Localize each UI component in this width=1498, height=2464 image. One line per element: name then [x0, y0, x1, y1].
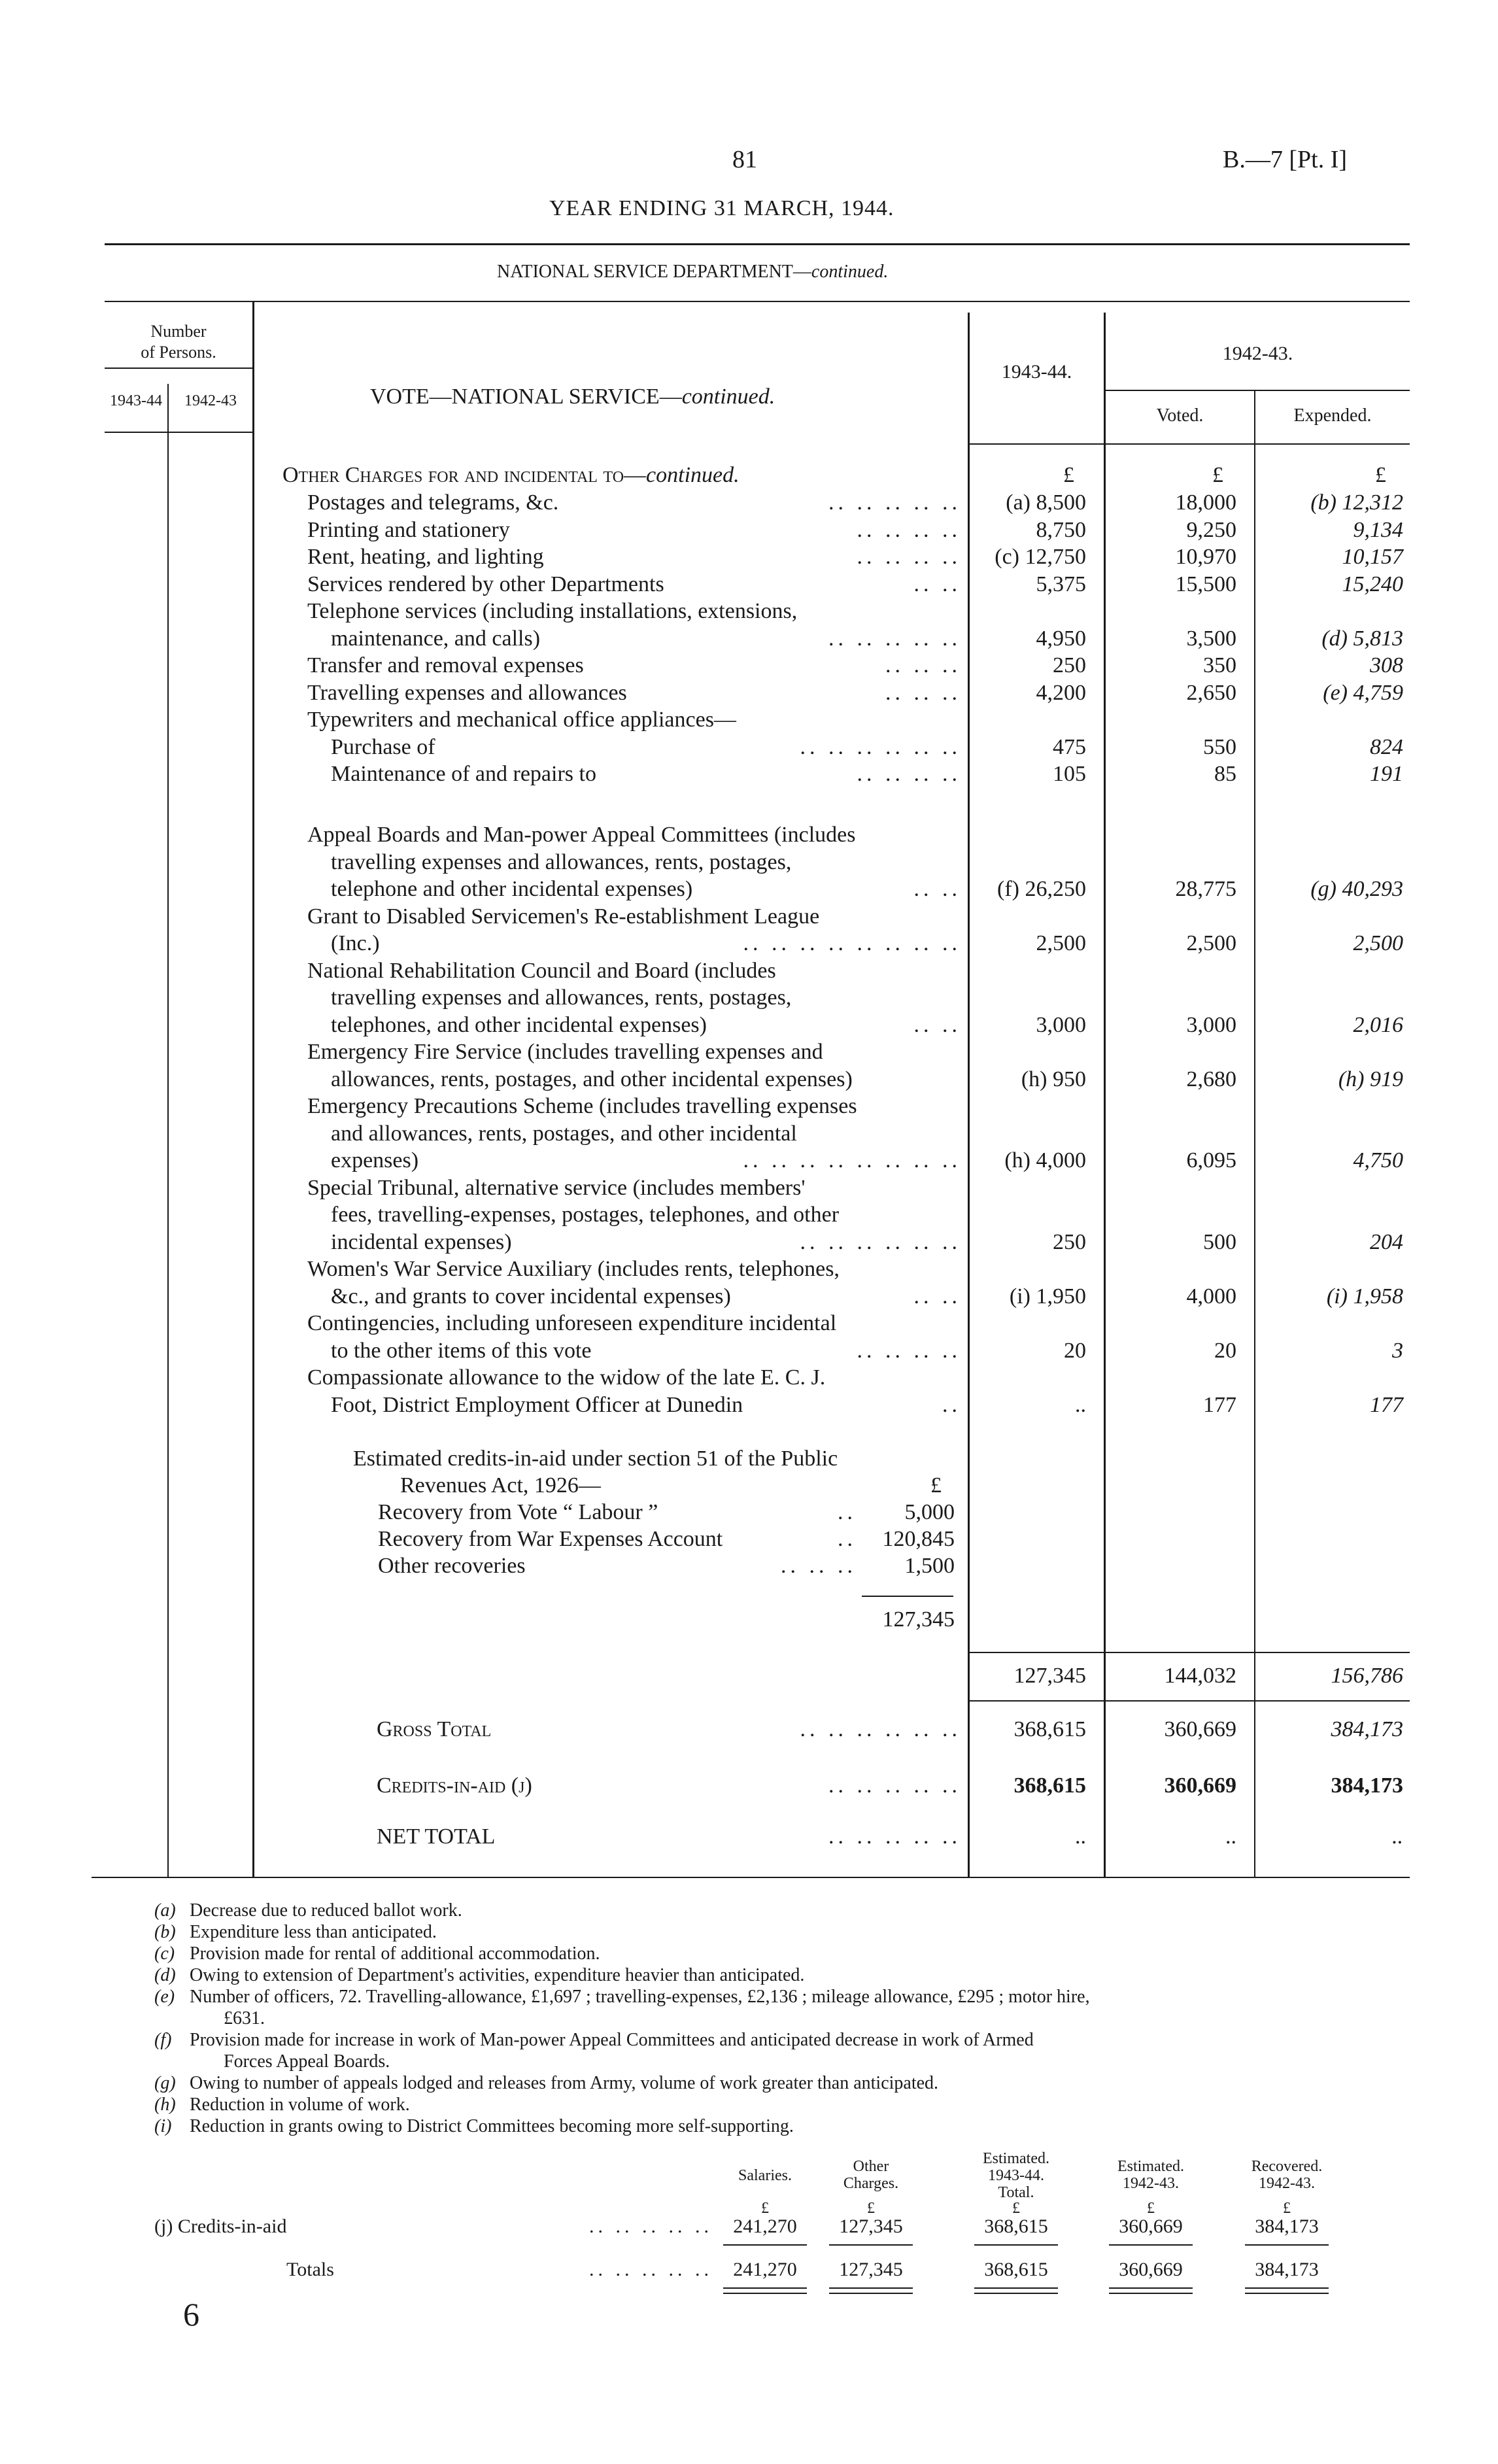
footnote-text: Decrease due to reduced ballot work.	[190, 1900, 462, 1921]
credits-intro-1: Estimated credits-in-aid under section 51 of the Public	[353, 1446, 838, 1471]
line-item-text: Purchase of	[331, 734, 435, 759]
footnote-key: (e)	[154, 1987, 175, 2007]
amount-voted: 2,650	[1186, 680, 1236, 705]
amount-1943: 475	[1053, 734, 1086, 759]
line-item-text: Postages and telegrams, &c.	[307, 490, 559, 515]
amount-1943: (h) 950	[1021, 1067, 1086, 1091]
year-1942-rule	[1104, 390, 1410, 391]
summary-double-rule	[974, 2287, 1058, 2289]
header-rule	[105, 243, 1410, 245]
amount-voted: 550	[1203, 734, 1236, 759]
line-item-text: (Inc.)	[331, 931, 380, 955]
footnote-key: (a)	[154, 1900, 176, 1921]
summary-currency: £	[867, 2200, 875, 2217]
table-top-rule	[105, 301, 1410, 302]
footnote-key: (c)	[154, 1943, 175, 1964]
summary-header-other-1: Other	[853, 2158, 889, 2175]
total-expended: ..	[1392, 1824, 1403, 1849]
amount-expended: (b) 12,312	[1310, 490, 1403, 515]
credit-item-label: Recovery from War Expenses Account	[378, 1527, 723, 1551]
credits-total: 127,345	[882, 1607, 955, 1632]
leader-dots: .. .. .. .. ..	[828, 626, 961, 651]
amount-expended: (e) 4,759	[1323, 680, 1403, 705]
amount-expended: 308	[1370, 653, 1403, 677]
amount-1943: 4,200	[1036, 680, 1086, 705]
leader-dots: .. .. .. .. .. ..	[800, 1717, 961, 1741]
amount-1943: (f) 26,250	[997, 877, 1086, 901]
col-header-voted: Voted.	[1156, 405, 1204, 426]
persons-header-rule	[105, 368, 252, 369]
amount-1943: (c) 12,750	[995, 545, 1086, 569]
amount-1943: 105	[1053, 762, 1086, 786]
line-item-text: Typewriters and mechanical office appliances—	[307, 708, 736, 732]
total-expended: 384,173	[1331, 1773, 1403, 1798]
footnote-text: Provision made for increase in work of Man-power Appeal Committees and anticipated decrease in work of Armed	[190, 2030, 1034, 2050]
credit-item-label: Recovery from Vote “ Labour ”	[378, 1500, 658, 1524]
amount-expended: (g) 40,293	[1310, 877, 1403, 901]
leader-dots: .. .. .. .. ..	[828, 1773, 961, 1798]
amount-voted: 85	[1214, 762, 1236, 786]
col-header-1943: 1943-44.	[1001, 361, 1072, 383]
line-item-text: to the other items of this vote	[331, 1338, 592, 1363]
subtotal-expended: 156,786	[1331, 1664, 1403, 1688]
amount-voted: 2,500	[1186, 931, 1236, 955]
footnote-text: Provision made for rental of additional accommodation.	[190, 1943, 600, 1964]
leader-dots: .. .. .. .. .. ..	[800, 734, 961, 759]
amount-1943: (a) 8,500	[1006, 490, 1086, 515]
footnote-key: (i)	[154, 2116, 172, 2136]
summary-header-est44-1: Estimated.	[983, 2150, 1049, 2167]
total-1943: ..	[1075, 1824, 1086, 1849]
footnote-key: (b)	[154, 1922, 176, 1942]
summary-double-rule	[1245, 2287, 1329, 2289]
line-item-text: Travelling expenses and allowances	[307, 680, 627, 705]
amount-voted: 350	[1203, 653, 1236, 677]
amount-expended: 204	[1370, 1229, 1403, 1254]
total-label: NET TOTAL	[377, 1824, 496, 1849]
summary-total-value: 127,345	[839, 2259, 903, 2280]
amount-expended: 191	[1370, 762, 1403, 786]
amount-1943: 5,375	[1036, 572, 1086, 596]
leader-dots: .. .. .. ..	[857, 1338, 961, 1363]
summary-header-est44-3: Total.	[998, 2184, 1034, 2201]
total-voted: 360,669	[1164, 1717, 1236, 1741]
table-bottom-rule	[92, 1877, 1410, 1878]
line-item-text: Emergency Fire Service (includes travelling expenses and	[307, 1040, 823, 1064]
footnote-key: (h)	[154, 2095, 176, 2115]
leader-dots: ..	[838, 1500, 857, 1524]
footnote-text: Expenditure less than anticipated.	[190, 1922, 437, 1942]
summary-header-other-2: Charges.	[843, 2175, 899, 2192]
currency-1943: £	[1063, 463, 1074, 487]
section-heading	[282, 463, 740, 488]
summary-double-rule	[1109, 2287, 1193, 2289]
credit-item-label: Other recoveries	[378, 1554, 526, 1578]
summary-currency: £	[1147, 2200, 1155, 2217]
amount-voted: 10,970	[1175, 545, 1236, 569]
summary-total-value: 241,270	[733, 2259, 797, 2280]
footnote-text: Owing to extension of Department's activities, expenditure heavier than anticipated.	[190, 1965, 805, 1985]
leader-dots: .. .. .. ..	[857, 517, 961, 542]
amount-1943: 20	[1064, 1338, 1086, 1363]
page-number: 81	[732, 146, 757, 173]
currency-expended: £	[1375, 463, 1386, 487]
summary-row-value: 368,615	[984, 2216, 1048, 2237]
line-item-text: Foot, District Employment Officer at Dunedin	[331, 1392, 743, 1417]
summary-row-value: 241,270	[733, 2216, 797, 2237]
amount-expended: 10,157	[1342, 545, 1403, 569]
amount-expended: 15,240	[1342, 572, 1403, 596]
total-label: Gross Total	[377, 1717, 492, 1741]
leader-dots: ..	[838, 1527, 857, 1551]
leader-dots: .. .. .. .. ..	[828, 490, 961, 515]
footnote-text: Owing to number of appeals lodged and releases from Army, volume of work greater than anticipated.	[190, 2073, 939, 2093]
total-1943: 368,615	[1013, 1717, 1086, 1741]
document-reference: B.—7 [Pt. I]	[1223, 146, 1347, 173]
line-item-text: &c., and grants to cover incidental expenses)	[331, 1284, 731, 1309]
amount-1943: 4,950	[1036, 626, 1086, 651]
summary-header-rec-1: Recovered.	[1251, 2158, 1323, 2175]
leader-dots: .. .. .. ..	[857, 762, 961, 786]
amount-voted: 2,680	[1186, 1067, 1236, 1091]
credit-item-value: 5,000	[904, 1500, 955, 1524]
line-item-text: Special Tribunal, alternative service (includes members'	[307, 1175, 806, 1200]
leader-dots: .. .. .. ..	[857, 545, 961, 569]
summary-currency: £	[1283, 2200, 1291, 2217]
line-item-text: Rent, heating, and lighting	[307, 545, 544, 569]
footnote-continuation: Forces Appeal Boards.	[224, 2051, 390, 2072]
line-item-text: Contingencies, including unforeseen expenditure incidental	[307, 1311, 837, 1335]
department-name: NATIONAL SERVICE DEPARTMENT—	[497, 262, 811, 282]
line-item-text: Printing and stationery	[307, 517, 510, 542]
amount-expended: (h) 919	[1338, 1067, 1403, 1091]
subtotal-voted: 144,032	[1164, 1664, 1236, 1688]
footnote-text: Reduction in grants owing to District Committees becoming more self-supporting.	[190, 2116, 794, 2136]
summary-rule	[723, 2244, 807, 2246]
summary-header-est43-2: 1942-43.	[1123, 2175, 1179, 2192]
summary-header-salaries: Salaries.	[738, 2167, 792, 2184]
persons-year-a: 1943-44	[110, 392, 162, 409]
line-item-text: Compassionate allowance to the widow of the late E. C. J.	[307, 1365, 826, 1390]
persons-year-b: 1942-43	[184, 392, 237, 409]
department-continued: continued.	[811, 262, 889, 282]
vote-title-text: VOTE—NATIONAL SERVICE—	[370, 385, 682, 409]
summary-row-value: 127,345	[839, 2216, 903, 2237]
persons-subheader-rule	[105, 432, 252, 433]
line-item-text: Transfer and removal expenses	[307, 653, 584, 677]
amount-expended: 2,016	[1353, 1012, 1403, 1037]
total-voted: ..	[1225, 1824, 1236, 1849]
line-item-text: expenses)	[331, 1148, 419, 1172]
summary-rule	[829, 2244, 913, 2246]
persons-label-1: Number	[150, 322, 207, 341]
line-item-text: National Rehabilitation Council and Board (includes	[307, 958, 776, 983]
col-header-1942: 1942-43.	[1222, 343, 1293, 364]
summary-total-value: 360,669	[1119, 2259, 1183, 2280]
line-item-text: Grant to Disabled Servicemen's Re-establishment League	[307, 904, 820, 929]
line-item-text: Maintenance of and repairs to	[331, 762, 596, 786]
col-header-expended: Expended.	[1293, 405, 1372, 426]
summary-row-value: 384,173	[1255, 2216, 1319, 2237]
amount-voted: 28,775	[1175, 877, 1236, 901]
amount-voted: 500	[1203, 1229, 1236, 1254]
line-item-text: fees, travelling-expenses, postages, telephones, and other	[331, 1203, 840, 1227]
leader-dots: .. .. .. .. ..	[589, 2259, 713, 2280]
subtotal-rule	[968, 1652, 1410, 1653]
footnote-key: (g)	[154, 2073, 176, 2093]
column-header-rule	[968, 443, 1410, 445]
amount-voted: 6,095	[1186, 1148, 1236, 1172]
total-label: Credits-in-aid (j)	[377, 1773, 532, 1798]
amount-expended: 2,500	[1353, 931, 1403, 955]
summary-rule	[1245, 2244, 1329, 2246]
total-expended: 384,173	[1331, 1717, 1403, 1741]
credits-intro-2: Revenues Act, 1926—	[400, 1473, 601, 1497]
summary-double-rule	[974, 2293, 1058, 2294]
summary-totals-label: Totals	[286, 2259, 334, 2280]
amount-1943: ..	[1075, 1392, 1086, 1417]
amount-1943: 250	[1053, 1229, 1086, 1254]
summary-total-value: 384,173	[1255, 2259, 1319, 2280]
footnote-key: (d)	[154, 1965, 176, 1985]
leader-dots: .. .. .. .. .. .. .. ..	[743, 1148, 961, 1172]
amount-voted: 20	[1214, 1338, 1236, 1363]
year-title: YEAR ENDING 31 MARCH, 1944.	[549, 196, 894, 220]
credit-item-value: 120,845	[882, 1527, 955, 1551]
amount-voted: 3,000	[1186, 1012, 1236, 1037]
amount-expended: (i) 1,958	[1326, 1284, 1403, 1309]
line-item-text: Appeal Boards and Man-power Appeal Committees (includes	[307, 823, 856, 847]
page-footer-number: 6	[183, 2296, 199, 2333]
line-item-text: Women's War Service Auxiliary (includes rents, telephones,	[307, 1257, 840, 1281]
summary-double-rule	[829, 2293, 913, 2294]
department-title	[497, 262, 888, 282]
leader-dots: .. .. ..	[781, 1554, 857, 1578]
persons-split-line	[167, 384, 169, 1877]
amount-expended: 824	[1370, 734, 1403, 759]
leader-dots: .. .. .. .. ..	[589, 2216, 713, 2237]
voted-expended-split	[1254, 391, 1255, 1877]
leader-dots: .. .. ..	[885, 680, 961, 705]
line-item-text: telephone and other incidental expenses)	[331, 877, 693, 901]
section-heading-continued: continued.	[646, 463, 740, 487]
summary-total-value: 368,615	[984, 2259, 1048, 2280]
amount-1943: (h) 4,000	[1004, 1148, 1086, 1172]
line-item-text: Emergency Precautions Scheme (includes travelling expenses	[307, 1094, 857, 1118]
summary-double-rule	[829, 2287, 913, 2289]
leader-dots: .. .. ..	[885, 653, 961, 677]
total-1943: 368,615	[1013, 1773, 1086, 1798]
footnote-text: Number of officers, 72. Travelling-allowance, £1,697 ; travelling-expenses, £2,136 ; mileage allowance, £295 ; motor hire,	[190, 1987, 1090, 2007]
summary-row-label: (j) Credits-in-aid	[154, 2216, 287, 2237]
summary-double-rule	[723, 2287, 807, 2289]
line-item-text: Telephone services (including installations, extensions,	[307, 599, 798, 623]
leader-dots: .. ..	[913, 877, 961, 901]
line-item-text: maintenance, and calls)	[331, 626, 541, 651]
summary-currency: £	[761, 2200, 769, 2217]
leader-dots: .. ..	[913, 1284, 961, 1309]
amount-1943: 8,750	[1036, 517, 1086, 542]
amount-voted: 18,000	[1175, 490, 1236, 515]
credits-currency: £	[930, 1473, 942, 1497]
leader-dots: ..	[942, 1392, 961, 1417]
footnote-continuation: £631.	[224, 2008, 265, 2028]
subtotal-1943: 127,345	[1013, 1664, 1086, 1688]
line-item-text: and allowances, rents, postages, and other incidental	[331, 1121, 797, 1146]
amount-expended: 177	[1370, 1392, 1403, 1417]
summary-double-rule	[1245, 2293, 1329, 2294]
footnote-text: Reduction in volume of work.	[190, 2095, 410, 2115]
summary-double-rule	[723, 2293, 807, 2294]
amount-1943: 3,000	[1036, 1012, 1086, 1037]
amount-voted: 177	[1203, 1392, 1236, 1417]
line-item-text: incidental expenses)	[331, 1229, 512, 1254]
leader-dots: .. ..	[913, 572, 961, 596]
credit-item-value: 1,500	[904, 1554, 955, 1578]
total-voted: 360,669	[1164, 1773, 1236, 1798]
amount-voted: 15,500	[1175, 572, 1236, 596]
summary-header-est43-1: Estimated.	[1117, 2158, 1184, 2175]
amount-voted: 3,500	[1186, 626, 1236, 651]
summary-double-rule	[1109, 2293, 1193, 2294]
currency-voted: £	[1212, 463, 1223, 487]
leader-dots: .. .. .. .. ..	[828, 1824, 961, 1849]
line-item-text: travelling expenses and allowances, rents, postages,	[331, 849, 792, 874]
amount-voted: 4,000	[1186, 1284, 1236, 1309]
line-item-text: travelling expenses and allowances, rents, postages,	[331, 985, 792, 1010]
amount-1943: (i) 1,950	[1009, 1284, 1086, 1309]
summary-header-rec-2: 1942-43.	[1259, 2175, 1315, 2192]
amount-1943: 2,500	[1036, 931, 1086, 955]
amount-expended: 9,134	[1353, 517, 1403, 542]
persons-column-border	[252, 301, 254, 1877]
footnote-key: (f)	[154, 2030, 172, 2050]
line-item-text: Services rendered by other Departments	[307, 572, 664, 596]
amount-expended: 4,750	[1353, 1148, 1403, 1172]
line-item-text: telephones, and other incidental expenses)	[331, 1012, 707, 1037]
amount-expended: (d) 5,813	[1321, 626, 1403, 651]
leader-dots: .. .. .. .. .. .. .. ..	[743, 931, 961, 955]
summary-rule	[1109, 2244, 1193, 2246]
credits-sum-rule	[862, 1596, 953, 1597]
leader-dots: .. .. .. .. .. ..	[800, 1229, 961, 1254]
summary-header-est44-2: 1943-44.	[988, 2167, 1044, 2184]
leader-dots: .. ..	[913, 1012, 961, 1037]
vote-title-continued: continued.	[681, 385, 775, 409]
persons-label-2: of Persons.	[141, 343, 216, 362]
amount-1943: 250	[1053, 653, 1086, 677]
summary-row-value: 360,669	[1119, 2216, 1183, 2237]
gross-total-rule	[968, 1700, 1410, 1702]
summary-rule	[974, 2244, 1058, 2246]
amount-voted: 9,250	[1186, 517, 1236, 542]
summary-currency: £	[1012, 2200, 1020, 2217]
amount-expended: 3	[1392, 1338, 1403, 1363]
vote-title	[370, 385, 775, 409]
line-item-text: allowances, rents, postages, and other incidental expenses)	[331, 1067, 853, 1091]
section-heading-text: Other Charges for and incidental to—	[282, 463, 647, 487]
